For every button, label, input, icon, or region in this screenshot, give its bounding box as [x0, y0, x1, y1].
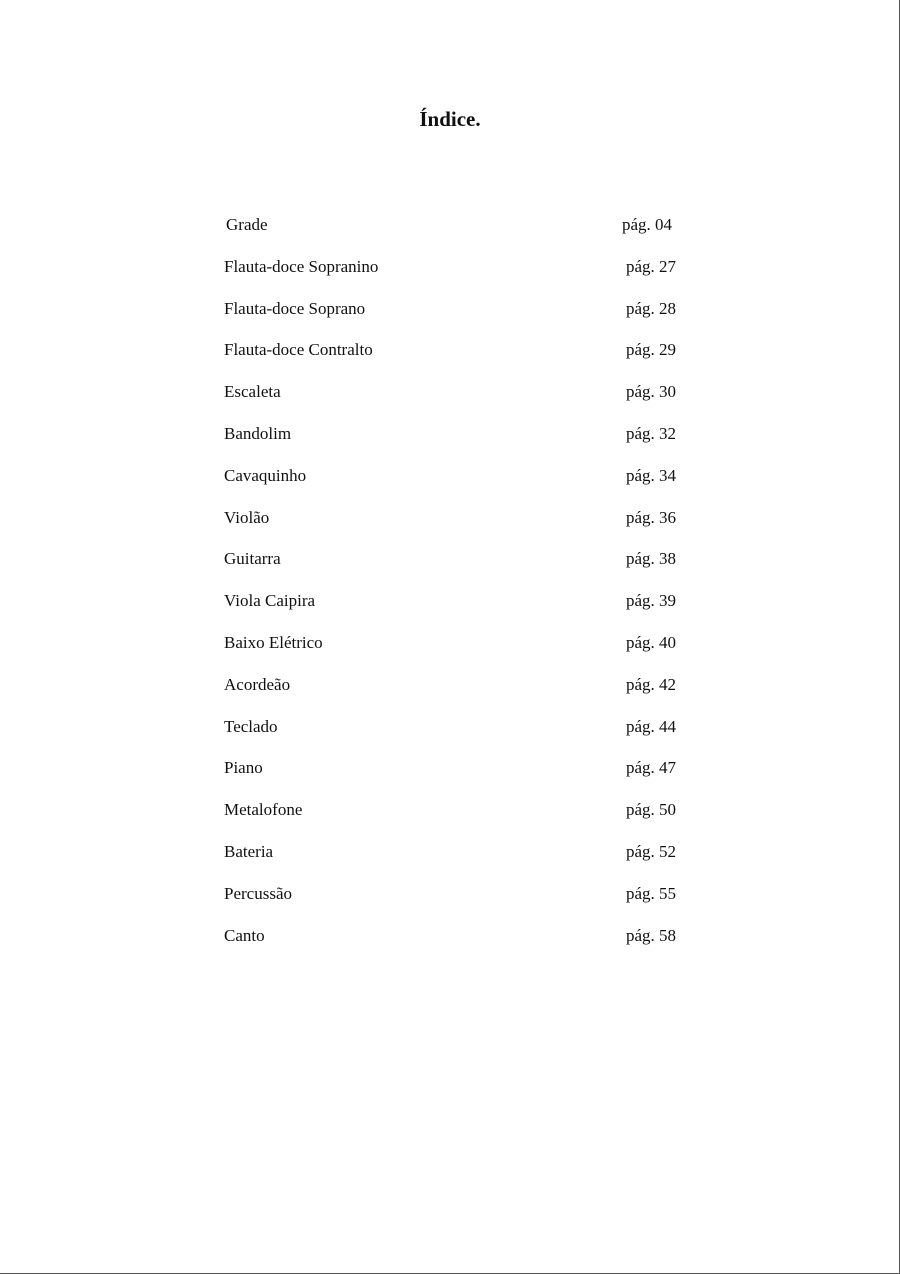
toc-entry-page: pág. 36 — [625, 507, 676, 527]
toc-entry-page: pág. 40 — [625, 632, 676, 652]
toc-entry-label: Metalofone — [224, 800, 303, 820]
toc-entry — [224, 583, 676, 625]
toc-entry — [224, 374, 676, 416]
toc-entry — [224, 667, 676, 709]
toc-entry — [224, 291, 676, 333]
toc-entry-label: Baixo Elétrico — [224, 632, 323, 652]
toc-entry-page: pág. 44 — [625, 716, 676, 736]
toc-entry-label: Percussão — [224, 883, 292, 903]
toc-entry — [224, 709, 676, 751]
toc-entry-page: pág. 50 — [625, 800, 676, 820]
toc-entry-label: Flauta-doce Soprano — [224, 298, 366, 318]
toc-entry-page: pág. 52 — [625, 841, 676, 861]
toc-entry-label: Cavaquinho — [224, 465, 307, 485]
toc-entry-page: pág. 28 — [625, 298, 676, 318]
page-title: Índice. — [419, 107, 481, 131]
toc-entry-page: pág. 58 — [625, 925, 676, 945]
toc-entry-label: Viola Caipira — [224, 591, 316, 611]
toc-entry-label: Teclado — [224, 716, 278, 736]
toc-entry-page: pág. 34 — [625, 465, 676, 485]
toc-entry — [224, 625, 676, 667]
toc-entry — [224, 416, 676, 458]
toc-entry-label: Guitarra — [224, 549, 281, 569]
toc-entry-page: pág. 29 — [625, 340, 676, 360]
toc-entry — [224, 792, 676, 834]
toc-entry-label: Flauta-doce Contralto — [224, 340, 373, 360]
toc-entry-label: Canto — [224, 925, 265, 945]
toc-entry-label: Violão — [224, 507, 270, 527]
toc-entry-label: Flauta-doce Sopranino — [224, 256, 379, 276]
toc-entry — [224, 332, 676, 374]
toc-entry — [224, 207, 676, 249]
toc-entry — [224, 834, 676, 876]
toc-entry-page: pág. 39 — [625, 591, 676, 611]
table-of-contents — [224, 207, 676, 959]
toc-entry-page: pág. 04 — [621, 215, 672, 234]
toc-entry-page: pág. 32 — [625, 423, 676, 443]
toc-entry-page: pág. 27 — [625, 256, 676, 276]
toc-entry-label: Escaleta — [224, 382, 281, 402]
toc-entry — [224, 458, 676, 500]
toc-entry-page: pág. 30 — [625, 382, 676, 402]
toc-entry — [224, 500, 676, 542]
toc-entry — [224, 249, 676, 291]
toc-entry — [224, 750, 676, 792]
toc-entry-page: pág. 55 — [625, 883, 676, 903]
toc-entry-page: pág. 42 — [625, 674, 676, 694]
toc-entry — [224, 918, 676, 960]
toc-entry-page: pág. 38 — [625, 549, 676, 569]
toc-entry — [224, 876, 676, 918]
toc-entry-label: Bateria — [224, 841, 274, 861]
toc-entry-label: Grade — [226, 215, 268, 234]
toc-entry — [224, 541, 676, 583]
toc-entry-label: Acordeão — [224, 674, 291, 694]
toc-entry-label: Bandolim — [224, 423, 292, 443]
toc-entry-page: pág. 47 — [625, 758, 676, 778]
toc-entry-label: Piano — [224, 758, 263, 778]
